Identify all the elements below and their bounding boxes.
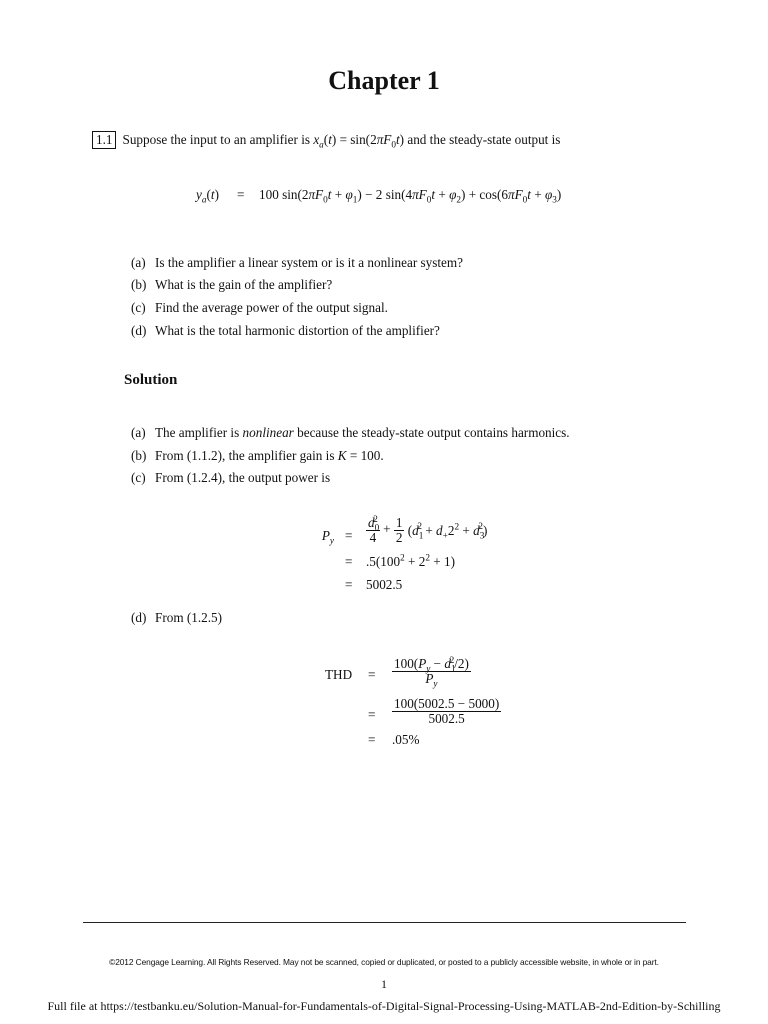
output-equation-lhs: $y_a(t)$ <box>196 187 219 205</box>
question-d <box>131 323 440 339</box>
copyright-notice: ©2012 Cengage Learning. All Rights Reserved. May not be scanned, copied or duplicated, or posted to a publicly accessible website, in whole or in part. <box>109 957 659 967</box>
chapter-title: Chapter 1 <box>328 66 440 95</box>
question-a <box>131 255 463 271</box>
thd-equation-line2 <box>392 697 501 726</box>
page-number: 1 <box>381 977 387 991</box>
fraction-d0-over-4: $\frac{d_0^2}{4}$ <box>368 513 380 545</box>
power-equation-lhs: $P_y$ <box>321 528 334 546</box>
answer-text: From (1.1.2), the amplifier gain is K = 100. <box>155 448 384 463</box>
answer-text: From (1.2.4), the output power is <box>155 470 331 485</box>
answer-label: (b) <box>131 448 147 463</box>
problem-number: 1.1 <box>92 131 116 149</box>
output-equation-equals: = <box>237 187 245 202</box>
thd-equation-equals: = <box>368 667 376 682</box>
answer-b <box>131 448 384 464</box>
answer-a <box>131 425 570 441</box>
answer-d <box>131 610 222 626</box>
fraction-one-half: $\frac{1}{2}$ <box>395 515 403 545</box>
question-label: (c) <box>131 300 146 315</box>
answer-label: (d) <box>131 610 147 625</box>
answer-label: (a) <box>131 425 146 440</box>
question-label: (b) <box>131 277 147 292</box>
answer-c <box>131 470 330 486</box>
source-note: Full file at https://testbanku.eu/Solution-Manual-for-Fundamentals-of-Digital-Signal-Processing-Using-MATLAB-2nd-Edition-by-Schilling <box>47 999 721 1013</box>
problem-statement <box>92 131 560 149</box>
thd-equation-lhs: THD <box>325 667 353 682</box>
answer-text: From (1.2.5) <box>155 610 223 625</box>
question-text: Is the amplifier a linear system or is it a nonlinear system? <box>155 255 463 270</box>
thd-equation-equals-2: = <box>368 707 376 722</box>
question-c <box>131 300 388 316</box>
question-label: (d) <box>131 323 147 338</box>
fraction-thd-formula: $\frac{100(P_y - d_1^2/2)}{P_y}$ <box>394 654 469 689</box>
power-equation-equals-3: = <box>345 577 353 592</box>
question-text: What is the gain of the amplifier? <box>155 277 333 292</box>
question-label: (a) <box>131 255 146 270</box>
thd-equation-line1 <box>392 654 471 689</box>
power-equation-equals: = <box>345 528 353 543</box>
answer-label: (c) <box>131 470 146 485</box>
power-equation-line3: 5002.5 <box>366 577 403 592</box>
question-b <box>131 277 332 293</box>
answer-text: The amplifier is nonlinear because the steady-state output contains harmonics. <box>155 425 570 440</box>
power-equation-line1: $\frac{d_0^2}{4}$ + $\frac{1}{2}$ $(d_1^2 + d_+2^2 + d_3^2)$ <box>368 513 488 545</box>
power-equation-equals-2: = <box>345 554 353 569</box>
power-equation-line2: $.5(100^2 + 2^2 + 1)$ <box>366 552 455 569</box>
fraction-thd-values: $\frac{100(5002.5 - 5000)}{5002.5}$ <box>394 696 500 726</box>
footer-divider <box>83 922 686 923</box>
thd-equation-equals-3: = <box>368 732 376 747</box>
question-text: Find the average power of the output signal. <box>155 300 388 315</box>
output-equation-rhs: 100 $\sin(2\pi F_0t + \varphi_1) - 2$ $\sin(4\pi F_0t + \varphi_2) + \cos(6\pi F_0t + \varphi_3)$ <box>259 187 562 205</box>
question-text: What is the total harmonic distortion of the amplifier? <box>155 323 440 338</box>
thd-equation-line3: .05% <box>392 732 420 747</box>
problem-text: Suppose the input to an amplifier is $x_a(t) = \sin(2\pi F_0t)$ and the steady-state output is <box>122 132 561 150</box>
solution-heading: Solution <box>124 372 178 388</box>
